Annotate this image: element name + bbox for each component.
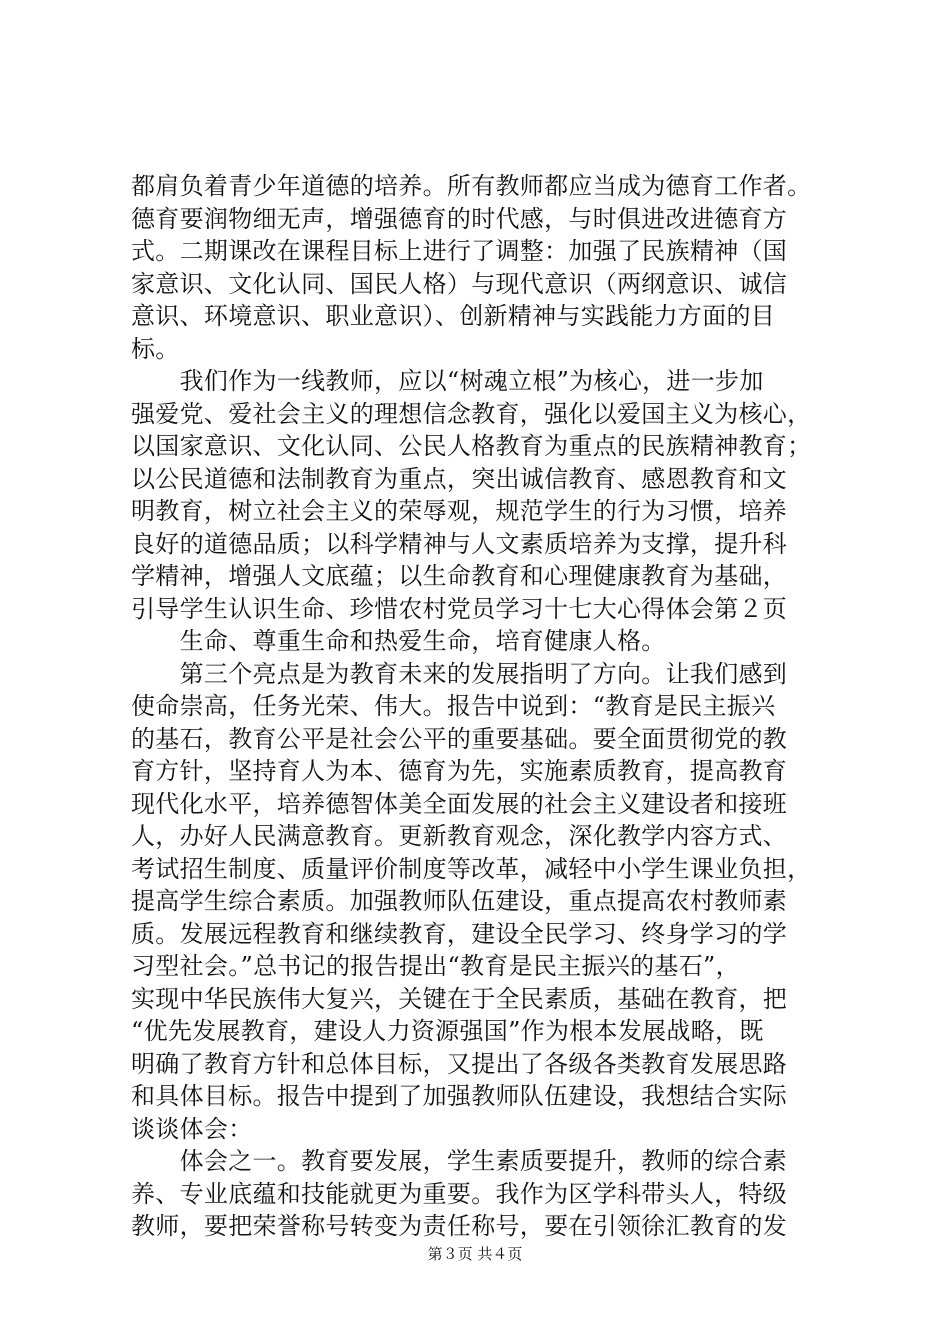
text-line: 明教育，树立社会主义的荣辱观，规范学生的行为习惯，培养 [131,497,788,525]
text-line: 生命、尊重生命和热爱生命，培育健康人格。 [131,627,666,655]
text-line: 质。发展远程教育和继续教育，建设全民学习、终身学习的学 [131,919,788,948]
text-line: 式。二期课改在课程目标上进行了调整：加强了民族精神（国 [131,237,788,265]
text-line: 考试招生制度、质量评价制度等改革，减轻中小学生课业负担， [131,854,812,883]
text-line: 引导学生认识生命、珍惜农村党员学习十七大心得体会第２页 [131,594,788,623]
text-line: 学精神，增强人文底蕴；以生命教育和心理健康教育为基础， [131,562,788,590]
page-number-footer: 第３页 共４页 [427,1245,523,1263]
text-line: 的基石，教育公平是社会公平的重要基础。要全面贯彻党的教 [131,724,788,753]
text-line: 良好的道德品质；以科学精神与人文素质培养为支撑，提升科 [131,529,788,558]
text-line: 谈谈体会： [131,1114,253,1143]
text-line: 和具体目标。报告中提到了加强教师队伍建设，我想结合实际 [131,1082,788,1110]
text-line: 实现中华民族伟大复兴，关键在于全民素质，基础在教育，把 [131,984,788,1013]
text-line: 我们作为一线教师，应以“树魂立根”为核心，进一步加 [131,367,764,395]
text-line: 以公民道德和法制教育为重点，突出诚信教育、感恩教育和文 [131,464,788,493]
body-text [131,170,831,1243]
text-line: 人，办好人民满意教育。更新教育观念，深化教学内容方式、 [131,822,788,850]
text-line: 明确了教育方针和总体目标，又提出了各级各类教育发展思路 [131,1049,788,1078]
text-line: 德育要润物细无声，增强德育的时代感，与时俱进改进德育方 [131,204,788,233]
text-line: 意识、环境意识、职业意识）、创新精神与实践能力方面的目 [131,302,776,330]
text-line: 育方针，坚持育人为本、德育为先，实施素质教育，提高教育 [131,757,788,785]
text-line: 使命崇高，任务光荣、伟大。报告中说到：“教育是民主振兴 [131,692,776,720]
text-line: 现代化水平，培养德智体美全面发展的社会主义建设者和接班 [131,789,788,818]
text-line: 习型社会。”总书记的报告提出“教育是民主振兴的基石”， [131,952,740,980]
text-line: 体会之一。教育要发展，学生素质要提升，教师的综合素 [131,1147,788,1175]
text-line: 家意识、文化认同、国民人格）与现代意识（两纲意识、诚信 [131,269,788,298]
text-line: 养、专业底蕴和技能就更为重要。我作为区学科带头人，特级 [131,1179,788,1208]
text-line: 以国家意识、文化认同、公民人格教育为重点的民族精神教育； [131,432,812,460]
text-line: 第三个亮点是为教育未来的发展指明了方向。让我们感到 [131,659,788,688]
text-line: 强爱党、爱社会主义的理想信念教育，强化以爱国主义为核心， [131,399,812,428]
text-line: 标。 [131,334,180,363]
text-line: “优先发展教育，建设人力资源强国”作为根本发展战略，既 [131,1017,764,1045]
text-line: 教师，要把荣誉称号转变为责任称号，要在引领徐汇教育的发 [131,1212,788,1240]
text-line: 提高学生综合素质。加强教师队伍建设，重点提高农村教师素 [131,887,788,915]
text-line: 都肩负着青少年道德的培养。所有教师都应当成为德育工作者。 [131,172,812,200]
